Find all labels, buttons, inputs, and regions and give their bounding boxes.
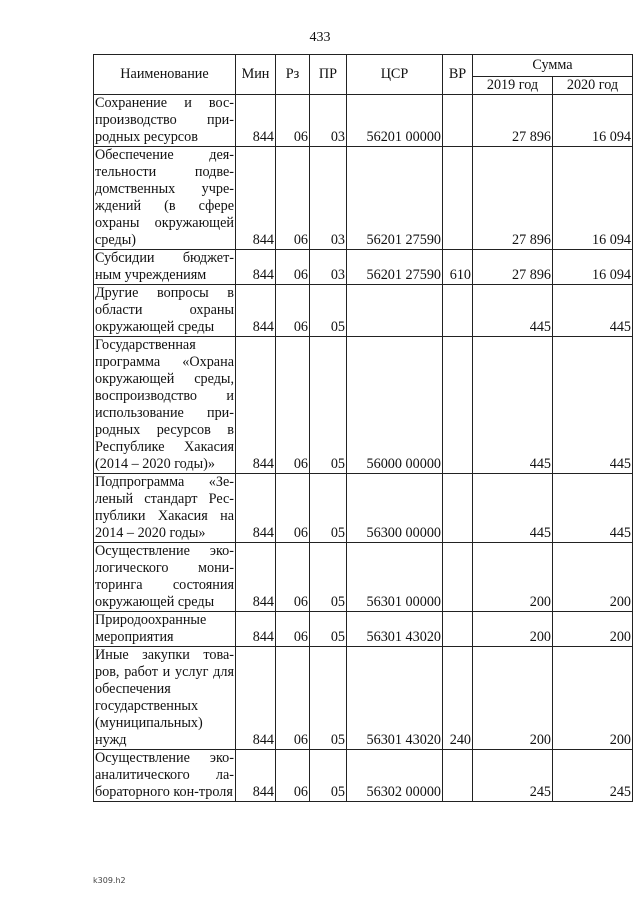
row-2019: 200	[473, 612, 553, 647]
row-name: Государственная программа «Охрана окружающей среды, воспроизводство и использование при-родных ресурсов в Республике Хакасия (2014 – 2020 годы)»	[95, 337, 234, 472]
header-name: Наименование	[94, 55, 236, 95]
row-2020: 245	[553, 750, 633, 802]
page-number: 433	[309, 30, 331, 45]
row-csr	[347, 285, 443, 337]
row-2019: 200	[473, 647, 553, 750]
row-2019: 445	[473, 474, 553, 543]
row-csr: 56301 43020	[347, 647, 443, 750]
row-pr: 05	[310, 474, 347, 543]
row-vr	[443, 147, 473, 250]
header-year-2019: 2019 год	[473, 77, 553, 95]
row-min: 844	[236, 612, 276, 647]
row-pr: 05	[310, 647, 347, 750]
row-vr	[443, 474, 473, 543]
row-min: 844	[236, 147, 276, 250]
row-2019: 245	[473, 750, 553, 802]
row-pr: 05	[310, 337, 347, 474]
row-min: 844	[236, 95, 276, 147]
row-csr: 56000 00000	[347, 337, 443, 474]
row-vr	[443, 612, 473, 647]
row-rz: 06	[276, 147, 310, 250]
row-vr: 240	[443, 647, 473, 750]
table-row	[94, 543, 633, 612]
table-row	[94, 337, 633, 474]
table-row	[94, 647, 633, 750]
row-2020: 200	[553, 543, 633, 612]
row-2020: 200	[553, 612, 633, 647]
table-row	[94, 474, 633, 543]
row-name: Иные закупки това-ров, работ и услуг для обеспечения государственных (муниципальных) нужд	[95, 647, 234, 748]
row-vr: 610	[443, 250, 473, 285]
table-row	[94, 612, 633, 647]
row-csr: 56302 00000	[347, 750, 443, 802]
row-2020: 445	[553, 337, 633, 474]
row-csr: 56301 00000	[347, 543, 443, 612]
row-min: 844	[236, 750, 276, 802]
row-rz: 06	[276, 750, 310, 802]
row-2020: 445	[553, 474, 633, 543]
footer-code: k309.h2	[93, 876, 126, 885]
row-2020: 200	[553, 647, 633, 750]
row-csr: 56201 27590	[347, 250, 443, 285]
row-rz: 06	[276, 250, 310, 285]
table-row	[94, 285, 633, 337]
row-2020: 445	[553, 285, 633, 337]
row-pr: 05	[310, 543, 347, 612]
row-2019: 27 896	[473, 147, 553, 250]
row-2019: 445	[473, 337, 553, 474]
row-rz: 06	[276, 95, 310, 147]
table-row	[94, 250, 633, 285]
row-min: 844	[236, 543, 276, 612]
row-rz: 06	[276, 337, 310, 474]
row-csr: 56300 00000	[347, 474, 443, 543]
row-2019: 200	[473, 543, 553, 612]
row-name: Осуществление эко-логического мони-торинга состояния окружающей среды	[95, 543, 234, 610]
row-vr	[443, 543, 473, 612]
row-min: 844	[236, 474, 276, 543]
row-name: Сохранение и вос-производство при-родных ресурсов	[95, 95, 234, 145]
row-vr	[443, 285, 473, 337]
row-csr: 56301 43020	[347, 612, 443, 647]
row-csr: 56201 00000	[347, 95, 443, 147]
row-min: 844	[236, 647, 276, 750]
row-vr	[443, 95, 473, 147]
row-vr	[443, 750, 473, 802]
row-rz: 06	[276, 612, 310, 647]
row-2019: 27 896	[473, 95, 553, 147]
row-min: 844	[236, 250, 276, 285]
table-body	[94, 95, 633, 802]
header-year-2020: 2020 год	[553, 77, 633, 95]
header-pr: ПР	[310, 55, 347, 95]
row-2019: 27 896	[473, 250, 553, 285]
row-name: Субсидии бюджет-ным учреждениям	[95, 250, 234, 283]
row-2020: 16 094	[553, 95, 633, 147]
row-2020: 16 094	[553, 147, 633, 250]
row-rz: 06	[276, 285, 310, 337]
row-rz: 06	[276, 647, 310, 750]
header-csr: ЦСР	[347, 55, 443, 95]
header-vr: ВР	[443, 55, 473, 95]
row-name: Природоохранные мероприятия	[94, 612, 236, 647]
table-row	[94, 750, 633, 802]
row-2020: 16 094	[553, 250, 633, 285]
row-name: Осуществление эко-аналитического ла-бораторного кон-троля	[95, 750, 234, 800]
row-min: 844	[236, 337, 276, 474]
row-rz: 06	[276, 474, 310, 543]
budget-table	[93, 54, 633, 802]
row-pr: 05	[310, 285, 347, 337]
header-sum: Сумма	[473, 55, 633, 77]
row-pr: 03	[310, 250, 347, 285]
row-rz: 06	[276, 543, 310, 612]
row-vr	[443, 337, 473, 474]
row-name: Обеспечение дея-тельности подве-домственных учре-ждений (в сфере охраны окружающей среды)	[95, 147, 234, 248]
header-rz: Рз	[276, 55, 310, 95]
row-name: Подпрограмма «Зе-леный стандарт Рес-публики Хакасия на 2014 – 2020 годы»	[95, 474, 234, 541]
row-pr: 03	[310, 147, 347, 250]
table-row	[94, 147, 633, 250]
row-csr: 56201 27590	[347, 147, 443, 250]
row-pr: 05	[310, 750, 347, 802]
row-name: Другие вопросы в области охраны окружающей среды	[95, 285, 234, 335]
row-min: 844	[236, 285, 276, 337]
row-2019: 445	[473, 285, 553, 337]
row-pr: 05	[310, 612, 347, 647]
row-pr: 03	[310, 95, 347, 147]
table-row	[94, 95, 633, 147]
header-min: Мин	[236, 55, 276, 95]
